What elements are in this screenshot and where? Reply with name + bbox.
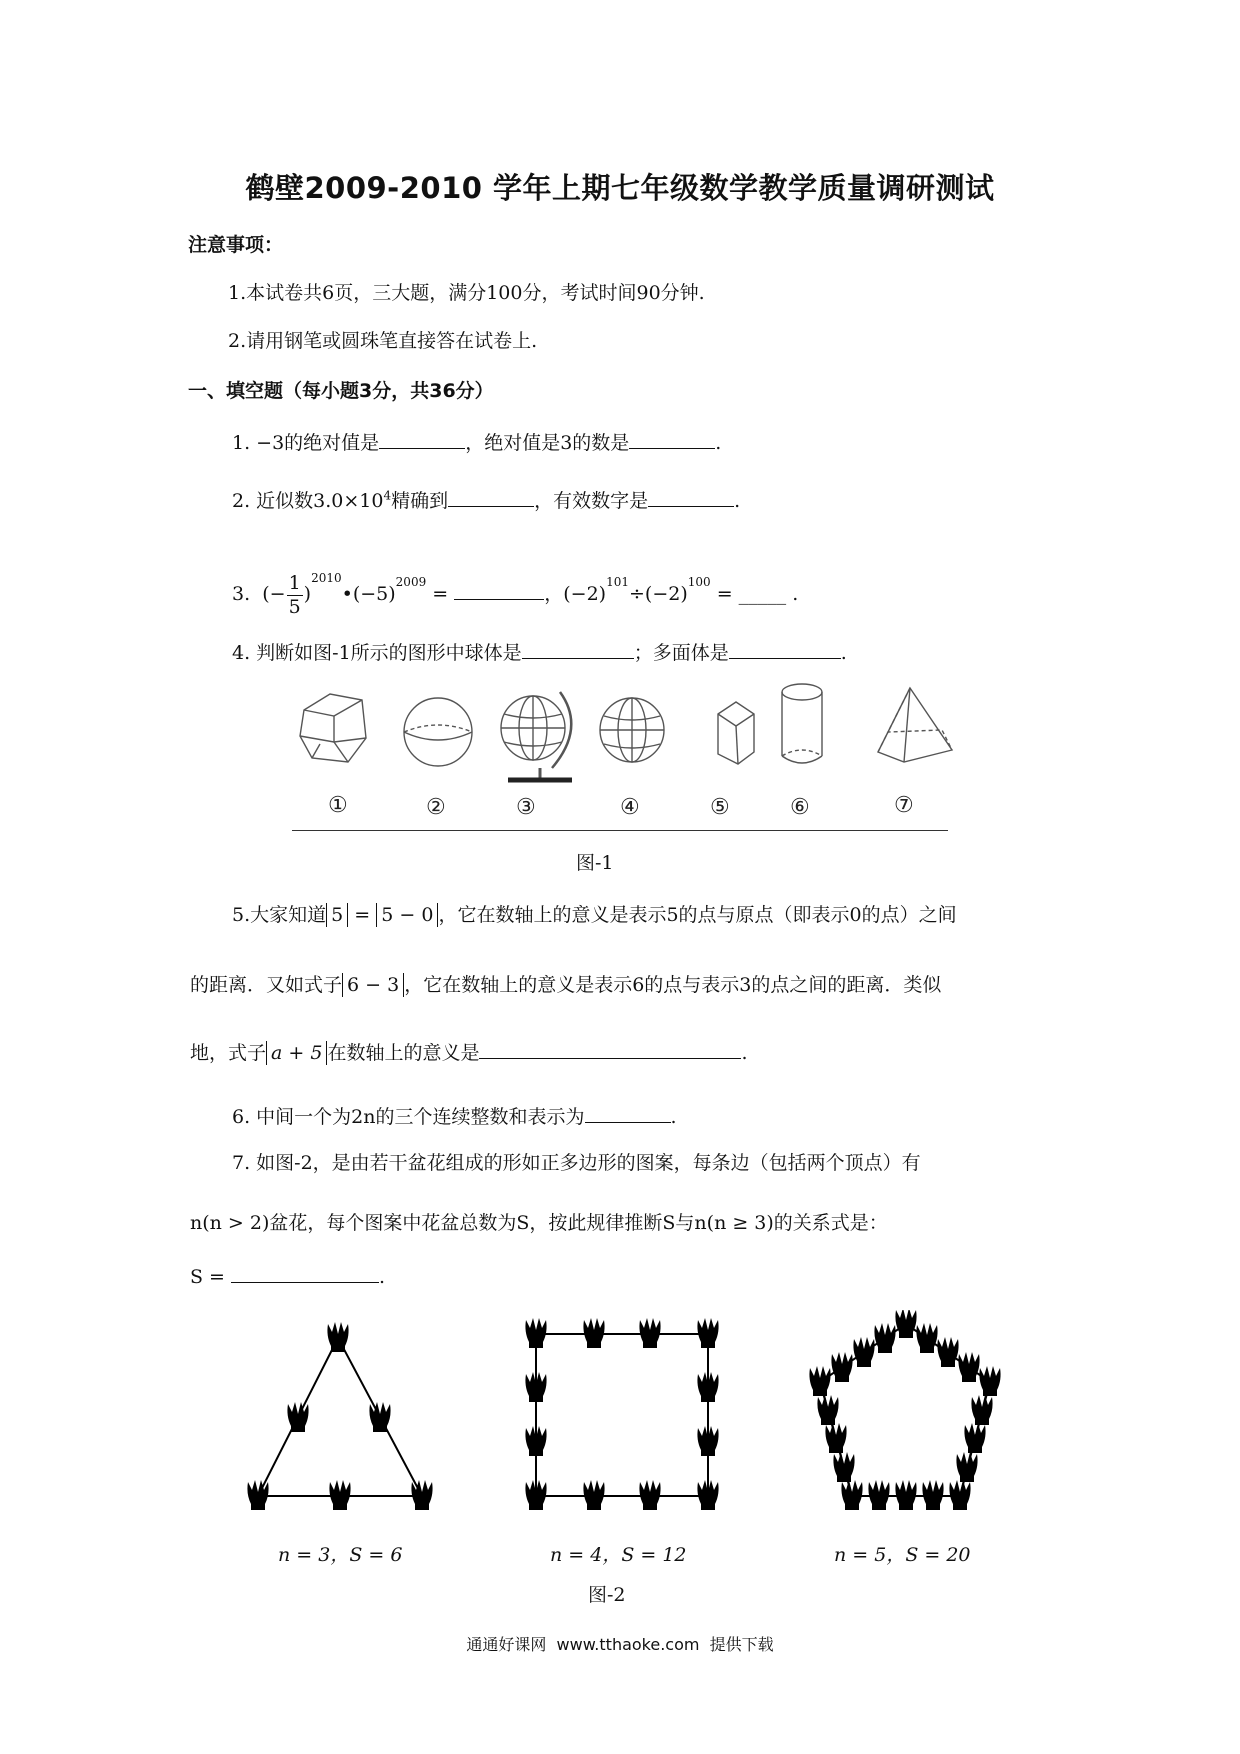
q5-text-c: 的距离．又如式子 [190,974,343,996]
q4-text-a: 4. 判断如图-1所示的图形中球体是 [232,642,522,664]
pentagon-pots [809,1310,1000,1510]
q3-tail: = _____ . [710,583,799,605]
figure-1-label-2: ② [426,795,446,820]
question-2 [232,486,740,513]
q3-equals: = [426,583,449,605]
q1-text-b: ，绝对值是3的数是 [465,432,630,454]
q3-part2: ，(−2) [544,583,607,605]
figure-2-caption-n3: n = 3，S = 6 [278,1544,403,1566]
answer-blank[interactable] [729,640,841,659]
question-3: 3. (− $\frac{1}{5}$ )$^{2010}•(-5)^{2009}$ = ，$(-2)^{101}\div(-2)^{100}$ = _____ . [232,571,799,618]
globe-3-shape [501,692,572,780]
polyhedron-1-shape [300,694,366,762]
page-footer: 通通好课网 www.tthaoke.com 提供下载 [466,1635,774,1654]
figure-2-caption-n4: n = 4，S = 12 [550,1544,687,1566]
q5-text-a: 5.大家知道 [232,904,327,926]
question-6 [232,1102,677,1129]
figure-2-caption-n5: n = 5，S = 20 [834,1544,971,1566]
fraction-numerator: 1 [288,571,301,594]
q4-text-b: ；多面体是 [633,642,729,664]
figure-1-label-3: ③ [516,795,536,820]
q5-text-d: ，它在数轴上的意义是表示6的点与表示3的点之间的距离．类似 [404,974,942,996]
q5-text-b: ，它在数轴上的意义是表示5的点与原点（即表示0的点）之间 [438,904,957,926]
cylinder-6-shape [782,684,822,763]
figure-1-caption: 图-1 [576,852,614,874]
question-5-line-2 [190,972,941,998]
q6-text: 6. 中间一个为2n的三个连续整数和表示为 [232,1106,585,1128]
notice-heading: 注意事项： [188,234,284,256]
q7-end: . [379,1266,386,1288]
question-4 [232,638,847,665]
q5-text-f: 在数轴上的意义是 [327,1042,480,1064]
answer-blank[interactable] [629,430,715,449]
triangle-pattern [258,1338,422,1496]
q1-text-a: 1. −3的绝对值是 [232,432,380,454]
pyramid-7-shape [878,688,952,762]
question-1 [232,428,721,455]
q3-number: 3. [232,583,251,605]
q3-exponent-3: 101 [606,575,629,589]
figure-1-label-7: ⑦ [894,793,914,818]
q5-equals: = [354,904,371,926]
question-7-line-3 [190,1264,385,1288]
q4-end: . [840,642,847,664]
triangle-pots [247,1322,432,1510]
notice-item-1: 1.本试卷共6页，三大题，满分100分，考试时间90分钟. [228,282,705,304]
q2-text-a: 2. 近似数3.0×10 [232,490,384,512]
question-7-line-2: n(n > 2)盆花，每个图案中花盆总数为S，按此规律推断S与n(n ≥ 3)的关系式是： [190,1212,888,1234]
answer-blank[interactable] [585,1104,671,1123]
absolute-value: 5 − 0 [376,903,438,927]
answer-blank[interactable] [479,1040,741,1059]
question-5-line-1 [232,902,957,928]
q5-text-e: 地，式子 [190,1042,267,1064]
answer-blank[interactable] [379,430,465,449]
figure-2-caption: 图-2 [588,1584,626,1606]
question-5-line-3 [190,1040,748,1066]
q2-text-c: ，有效数字是 [534,490,649,512]
figure-1 [290,680,960,830]
answer-blank[interactable] [448,488,534,507]
q1-end: . [715,432,722,454]
square-pots [525,1318,718,1510]
absolute-value: a + 5 [266,1041,327,1065]
figure-1-label-4: ④ [620,795,640,820]
q3-exponent-1: 2010 [311,571,342,585]
cube-5-shape [718,702,754,764]
answer-blank[interactable] [648,488,734,507]
q3-div: ÷(−2) [628,583,688,605]
figure-1-label-5: ⑤ [710,795,730,820]
square-pattern [536,1334,708,1496]
figure-1-divider [292,830,948,831]
q7-text: S = [190,1266,225,1288]
q6-end: . [670,1106,677,1128]
q3-exponent-4: 100 [687,575,711,589]
answer-blank[interactable] [454,581,544,600]
absolute-value: 5 [326,903,348,927]
q2-end: . [734,490,741,512]
q5-end: . [741,1042,748,1064]
figure-1-label-1: ① [328,793,348,818]
answer-blank[interactable] [522,640,634,659]
question-7-line-1: 7. 如图-2，是由若干盆花组成的形如正多边形的图案，每条边（包括两个顶点）有 [232,1152,921,1174]
sphere-2-shape [404,698,472,766]
figure-2 [230,1310,1030,1540]
absolute-value: 6 − 3 [342,973,404,997]
page-title: 鹤壁2009-2010 学年上期七年级数学教学质量调研测试 [245,171,995,205]
q3-exponent-2: 2009 [395,575,427,589]
section-heading: 一、填空题（每小题3分，共36分） [188,380,494,402]
q2-text-b: 精确到 [391,490,449,512]
fraction [287,571,303,618]
q3-mid: •(−5) [341,583,396,605]
fraction-denominator: 5 [288,595,301,618]
figure-1-label-6: ⑥ [790,795,810,820]
q2-exponent: 4 [383,488,392,503]
answer-blank[interactable] [231,1264,379,1283]
sphere-4-shape [600,698,664,762]
notice-item-2: 2.请用钢笔或圆珠笔直接答在试卷上. [228,330,538,352]
